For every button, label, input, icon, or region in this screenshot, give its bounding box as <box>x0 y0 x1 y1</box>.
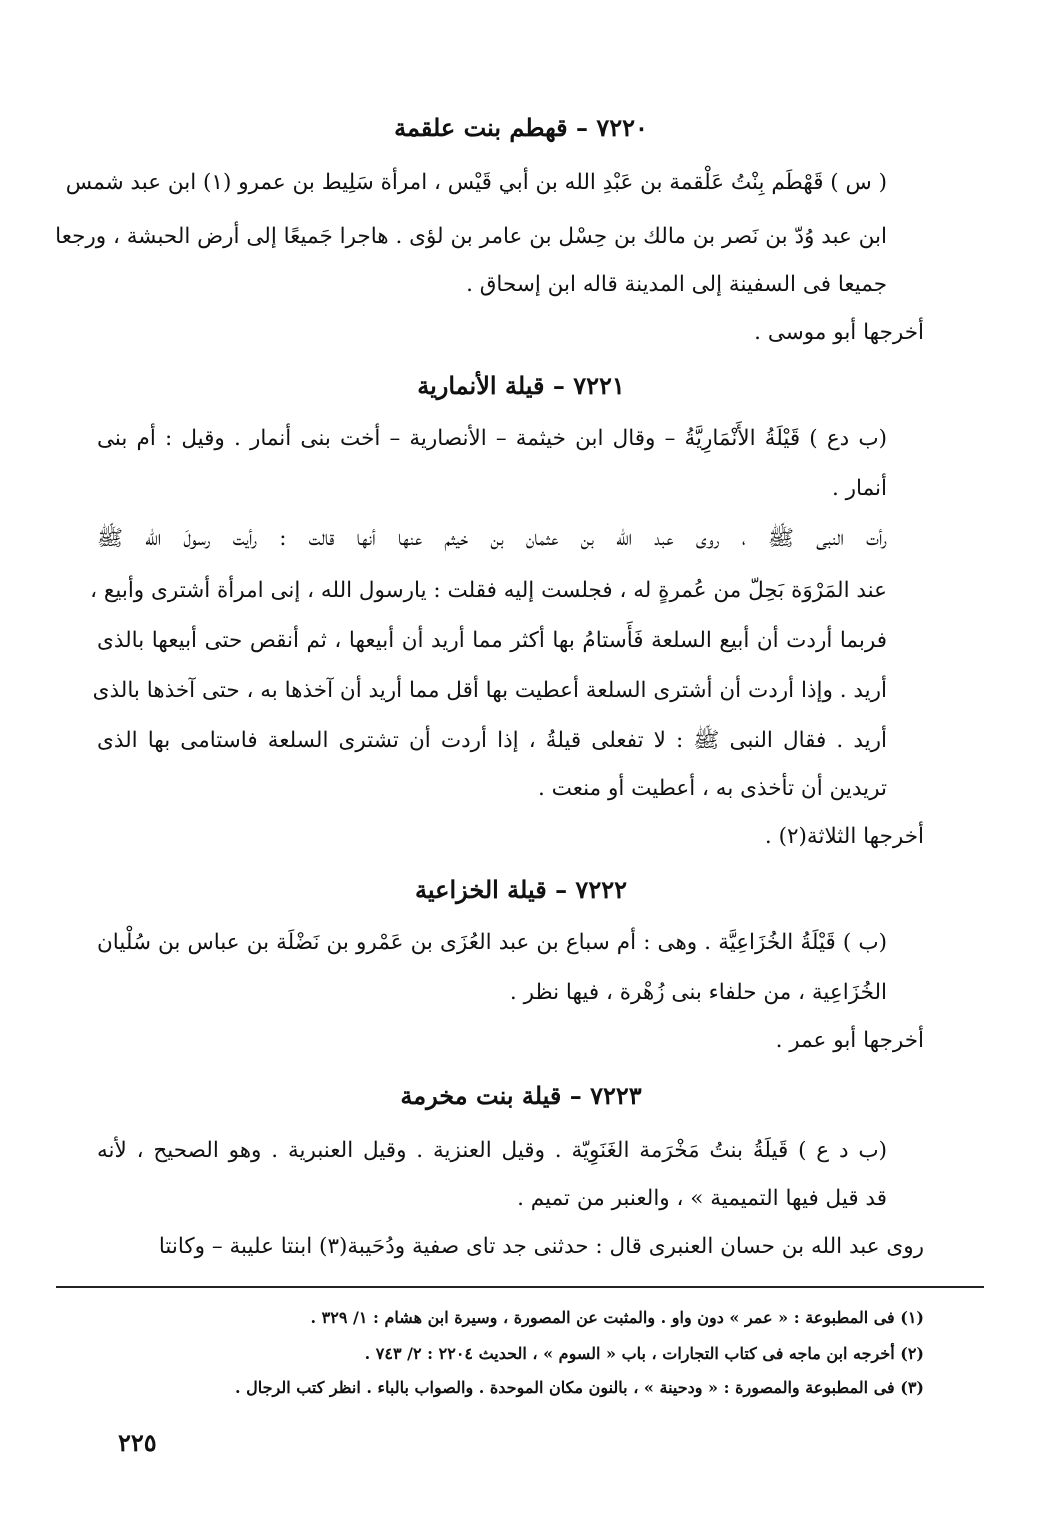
text-line: ابن عبد وُدّ بن نَصر بن مالك بن حِسْل بن عامر بن لؤى . هاجرا جَميعًا إلى أرض الحبشة ، ورجعا <box>55 224 887 249</box>
text-line: تريدين أن تأخذى به ، أعطيت أو منعت . <box>537 776 887 801</box>
text-line: أريد . فقال النبى ﷺ : لا تفعلى قيلةُ ، إذا أردت أن تشترى السلعة فاستامى بها الذى <box>97 728 887 753</box>
entry-heading: ٧٢٢٢ – قيلة الخزاعية <box>415 875 627 904</box>
footnote: (٢) أخرجه ابن ماجه فى كتاب التجارات ، باب « السوم » ، الحديث ٢٢٠٤ : ٢/ ٧٤٣ . <box>364 1344 924 1363</box>
text-line: أخرجها أبو عمر . <box>775 1028 924 1053</box>
text-line: الخُزَاعِية ، من حلفاء بنى زُهْرة ، فيها نظر . <box>509 980 887 1005</box>
footnote: (٣) فى المطبوعة والمصورة : « ودحينة » ، بالنون مكان الموحدة . والصواب بالباء . انظر كتب الرجال . <box>234 1378 924 1397</box>
text-line: روى عبد الله بن حسان العنبرى قال : حدثنى جد تاى صفية ودُحَيبة(٣) ابنتا عليبة – وكانتا <box>158 1234 924 1259</box>
entry-heading: ٧٢٢٣ – قيلة بنت مخرمة <box>400 1081 642 1110</box>
entry-heading: ٧٢٢٠ – قهطم بنت علقمة <box>394 113 648 142</box>
text-line: ( س ) قَهْطَم بِنْتُ عَلْقمة بن عَبْدِ الله بن أبي قَيْس ، امرأة سَلِيط بن عمرو (١) ابن عبد شمس <box>65 170 887 195</box>
footnote: (١) فى المطبوعة : « عمر » دون واو . والمثبت عن المصورة ، وسيرة ابن هشام : ١/ ٣٢٩ . <box>310 1308 924 1327</box>
text-line: (ب د ع ) قَيلَةُ بنتُ مَخْرَمة الغَنَوِيّة . وقيل العنزية . وقيل العنبرية . وهو الصحيح ، لأنه <box>97 1138 887 1163</box>
text-line: عند المَرْوَة بَحِلّ من عُمرةٍ له ، فجلست إليه فقلت : يارسول الله ، إنى امرأة أشترى وأبيع ، <box>90 578 887 603</box>
entry-heading: ٧٢٢١ – قيلة الأنمارية <box>417 371 625 400</box>
page-number: ٢٢٥ <box>118 1428 157 1457</box>
text-line: جميعا فى السفينة إلى المدينة قاله ابن إسحاق . <box>466 272 887 297</box>
text-line: أخرجها أبو موسى . <box>754 320 924 345</box>
text-line: أخرجها الثلاثة(٢) . <box>764 824 924 849</box>
text-line: أنمار . <box>832 476 887 501</box>
text-line: قد قيل فيها التميمية » ، والعنبر من تميم . <box>517 1186 887 1211</box>
text-line: (ب ) قَيْلَةُ الخُزَاعِيَّة . وهى : أم سباع بن عبد العُزَى بن عَمْرو بن نَضْلَة بن عباس بن سُلْيان <box>97 930 887 955</box>
footnote-divider <box>56 1286 984 1288</box>
text-line: رأت النبى ﷺ ، روى عبد الله بن عثمان بن خيثم عنها أنها قالت : رأيت رسولَ الله ﷺ <box>97 526 887 551</box>
text-line: أريد . وإذا أردت أن أشترى السلعة أعطيت بها أقل مما أريد أن آخذها به ، حتى آخذها بالذى <box>92 678 887 703</box>
text-line: (ب دع ) قَيْلَةُ الأَنْمَارِيَّةُ – وقال ابن خيثمة – الأنصارية – أخت بنى أنمار . وقيل : أم بنى <box>97 426 887 451</box>
text-line: فربما أردت أن أبيع السلعة فَأَستامُ بها أكثر مما أريد أن أبيعها ، ثم أنقص حتى أبيعها بالذى <box>97 628 887 653</box>
